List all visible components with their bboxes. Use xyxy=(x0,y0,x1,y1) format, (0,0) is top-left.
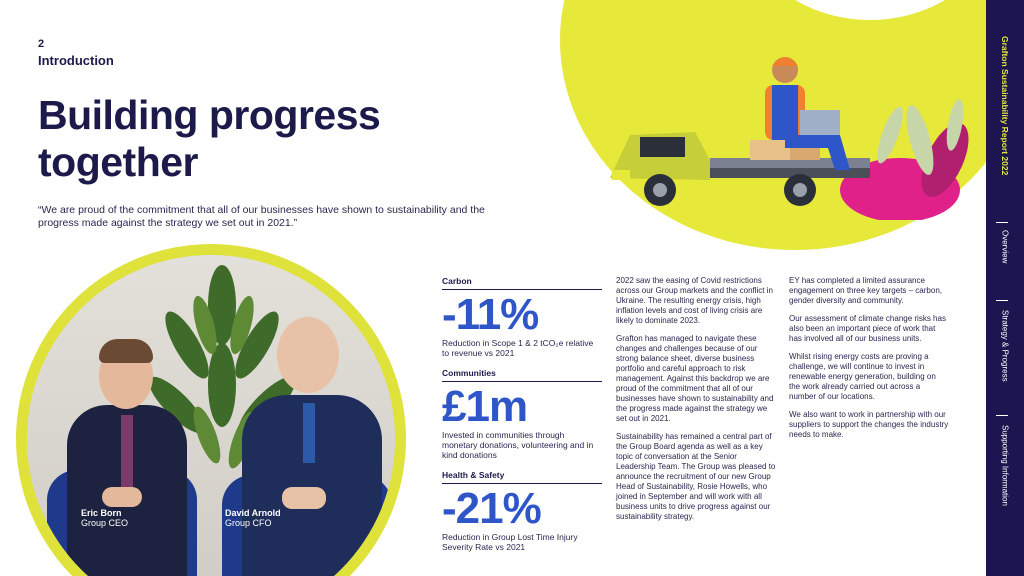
paragraph: Grafton has managed to navigate these changes and challenges because of our strong balance sheet, diverse business portfolio and careful approach to risk management. Against this backdrop we are proud of the commitment that all of our businesses have shown to sustainability and the progress made against the strategy we set out in 2021. xyxy=(616,334,774,423)
kpi-label: Carbon xyxy=(442,276,602,290)
kpi-value: £1m xyxy=(442,382,528,431)
caption-role-1: Group CEO xyxy=(81,518,129,528)
section-title: Introduction xyxy=(38,53,114,68)
kpi-label: Communities xyxy=(442,368,602,382)
page-title: Building progress together xyxy=(38,92,381,185)
kpi-description: Reduction in Group Lost Time Injury Severity Rate vs 2021 xyxy=(442,532,578,552)
caption-name-1: Eric Born xyxy=(81,508,122,518)
paragraph: EY has completed a limited assurance engagement on three key targets – carbon, gender diversity and community. xyxy=(789,276,942,305)
side-navigation xyxy=(986,0,1024,576)
kpi-communities xyxy=(442,368,602,460)
kpi-health-safety xyxy=(442,470,602,552)
nav-supporting-information-label[interactable]: Supporting Information xyxy=(1000,425,1010,506)
kpi-description: Invested in communities through monetary donations, volunteering and in kind donations xyxy=(442,430,594,460)
kpi-value: -11% xyxy=(442,290,539,339)
person-left-hands xyxy=(102,487,142,507)
paragraph: We also want to work in partnership with our suppliers to support the changes the industry needs to make. xyxy=(789,410,949,439)
kpi-label: Health & Safety xyxy=(442,470,602,484)
page-number: 2 xyxy=(38,38,45,50)
nav-supporting-information[interactable] xyxy=(986,425,1024,506)
kpi-description: Reduction in Scope 1 & 2 tCO₂e relative to revenue vs 2021 xyxy=(442,338,594,358)
paragraph: Sustainability has remained a central part of the Group Board agenda as well as a key topic of conversation at the Senior Leadership Team. The Group was pleased to announce the recruitment of our new Group Head of Sustainability, Rosie Howells, who joined in September and will work with all business units to drive progress against our sustainability strategy. xyxy=(616,432,776,521)
report-title-text: Grafton Sustainability Report 2022 xyxy=(1000,36,1010,176)
body-text-column-1 xyxy=(616,276,776,530)
nav-divider xyxy=(996,415,1008,416)
nav-strategy-progress-label[interactable]: Strategy & Progress xyxy=(1000,310,1010,382)
kpi-column xyxy=(442,276,602,562)
paragraph: Our assessment of climate change risks has also been an important piece of work that has involved all of our business units. xyxy=(789,314,946,343)
caption-name-2: David Arnold xyxy=(225,508,281,518)
nav-overview[interactable] xyxy=(986,230,1024,263)
caption-role-2: Group CFO xyxy=(225,518,272,528)
nav-divider xyxy=(996,222,1008,223)
person-right-hands xyxy=(282,487,326,509)
kpi-carbon xyxy=(442,276,602,358)
body-text-column-2 xyxy=(789,276,949,448)
person-right-head xyxy=(277,317,339,393)
nav-divider xyxy=(996,300,1008,301)
intro-quote: “We are proud of the commitment that all of our businesses have shown to sustainability and the progress made against the strategy we set out in 2021.” xyxy=(38,204,485,229)
nav-overview-label[interactable]: Overview xyxy=(1000,230,1010,264)
nav-strategy-progress[interactable] xyxy=(986,310,1024,382)
person-right-tie xyxy=(303,403,315,463)
paragraph: 2022 saw the easing of Covid restrictions across our Group markets and the conflict in Ukraine. The resulting energy crisis, high inflation levels and cost of living crisis are likely to dominate 2023. xyxy=(616,276,773,325)
report-title-vertical xyxy=(986,36,1024,175)
kpi-value: -21% xyxy=(442,484,541,533)
truck-illustration xyxy=(600,40,980,220)
person-left-hair xyxy=(99,339,153,363)
paragraph: Whilst rising energy costs are proving a challenge, we will continue to invest in renewable energy generation, building on the work already carried out across a number of our locations. xyxy=(789,352,936,401)
